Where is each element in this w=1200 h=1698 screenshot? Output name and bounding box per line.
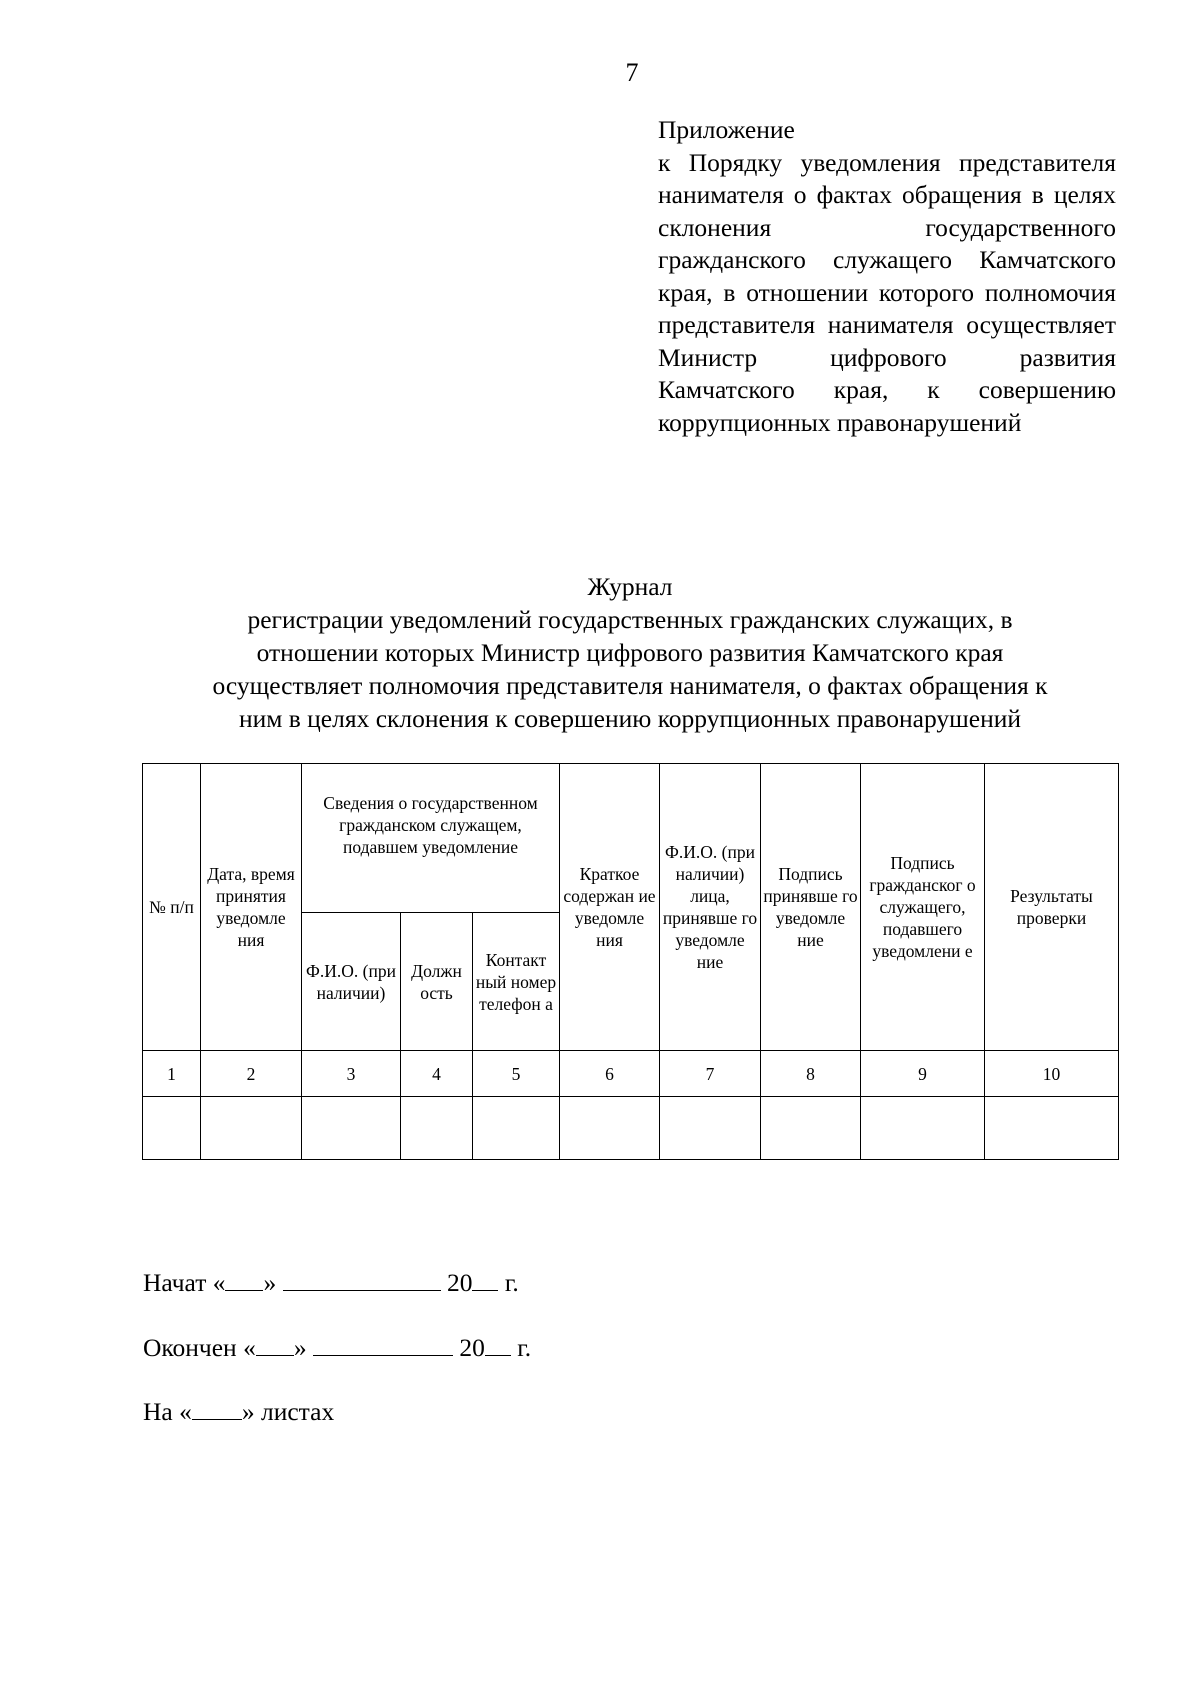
column-number: 2 bbox=[201, 1051, 302, 1097]
sheets-label: На « bbox=[143, 1397, 192, 1426]
column-number: 8 bbox=[761, 1051, 861, 1097]
empty-cell bbox=[401, 1097, 473, 1160]
empty-cell bbox=[201, 1097, 302, 1160]
empty-cell bbox=[761, 1097, 861, 1160]
finished-line bbox=[143, 1333, 531, 1363]
appendix-title: Приложение bbox=[658, 115, 795, 144]
journal-heading bbox=[140, 570, 1120, 735]
journal-title: Журнал bbox=[587, 572, 673, 601]
column-number: 10 bbox=[985, 1051, 1119, 1097]
started-month-blank bbox=[283, 1270, 441, 1291]
finished-day-blank bbox=[256, 1335, 294, 1356]
header-employee-name: Ф.И.О. (при наличии) bbox=[302, 913, 401, 1051]
column-number: 9 bbox=[861, 1051, 985, 1097]
header-position: Должн ость bbox=[401, 913, 473, 1051]
header-date-time: Дата, время принятия уведомле ния bbox=[201, 764, 302, 1051]
column-numbers-row bbox=[143, 1051, 1119, 1097]
started-line bbox=[143, 1268, 519, 1298]
column-number: 6 bbox=[560, 1051, 660, 1097]
started-year-blank bbox=[472, 1270, 498, 1291]
column-number: 3 bbox=[302, 1051, 401, 1097]
column-number: 1 bbox=[143, 1051, 201, 1097]
header-number: № п/п bbox=[143, 764, 201, 1051]
sheets-line bbox=[143, 1397, 334, 1427]
journal-subtitle-line: ним в целях склонения к совершению коррупционных правонарушений bbox=[238, 704, 1022, 733]
journal-subtitle-line: регистрации уведомлений государственных гражданских служащих, в bbox=[247, 605, 1013, 634]
finished-year-blank bbox=[485, 1335, 511, 1356]
finished-month-blank bbox=[313, 1335, 453, 1356]
header-employee-signature: Подпись гражданског о служащего, подавшего уведомлени е bbox=[861, 764, 985, 1051]
started-year: 20 bbox=[446, 1268, 473, 1297]
header-summary: Краткое содержан ие уведомле ния bbox=[560, 764, 660, 1051]
empty-cell bbox=[861, 1097, 985, 1160]
empty-cell bbox=[560, 1097, 660, 1160]
header-phone: Контакт ный номер телефон а bbox=[473, 913, 560, 1051]
started-mid: » bbox=[263, 1268, 277, 1297]
finished-year: 20 bbox=[459, 1333, 485, 1362]
header-employee-info-group: Сведения о государственном гражданском служащем, подавшем уведомление bbox=[302, 764, 560, 913]
header-results: Результаты проверки bbox=[985, 764, 1119, 1051]
finished-suffix: г. bbox=[517, 1333, 532, 1362]
page-number: 7 bbox=[625, 58, 639, 87]
column-number: 7 bbox=[660, 1051, 761, 1097]
finished-mid: » bbox=[293, 1333, 307, 1362]
sheets-suffix: » листах bbox=[241, 1397, 335, 1426]
registration-table bbox=[142, 763, 1119, 1160]
empty-cell bbox=[302, 1097, 401, 1160]
header-receiver-name: Ф.И.О. (при наличии) лица, принявше го уведомле ние bbox=[660, 764, 761, 1051]
empty-cell bbox=[660, 1097, 761, 1160]
started-suffix: г. bbox=[504, 1268, 519, 1297]
empty-cell bbox=[143, 1097, 201, 1160]
empty-cell bbox=[473, 1097, 560, 1160]
column-number: 5 bbox=[473, 1051, 560, 1097]
finished-label: Окончен « bbox=[143, 1333, 256, 1362]
journal-subtitle-line: осуществляет полномочия представителя нанимателя, о фактах обращения к bbox=[212, 671, 1048, 700]
journal-subtitle-line: отношении которых Министр цифрового развития Камчатского края bbox=[256, 638, 1004, 667]
started-day-blank bbox=[225, 1270, 263, 1291]
table-row bbox=[143, 1097, 1119, 1160]
started-label: Начат « bbox=[143, 1268, 226, 1297]
appendix-block bbox=[658, 114, 1116, 439]
appendix-text: к Порядку уведомления представителя нанимателя о фактах обращения в целях склонения государственного гражданского служащего Камчатского края, в отношении которого полномочия представителя нанимателя осуществляет Министр цифрового развития Камчатского края, к совершению коррупционных правонарушений bbox=[658, 147, 1116, 437]
column-number: 4 bbox=[401, 1051, 473, 1097]
sheets-count-blank bbox=[192, 1399, 242, 1420]
header-receiver-signature: Подпись принявше го уведомле ние bbox=[761, 764, 861, 1051]
empty-cell bbox=[985, 1097, 1119, 1160]
